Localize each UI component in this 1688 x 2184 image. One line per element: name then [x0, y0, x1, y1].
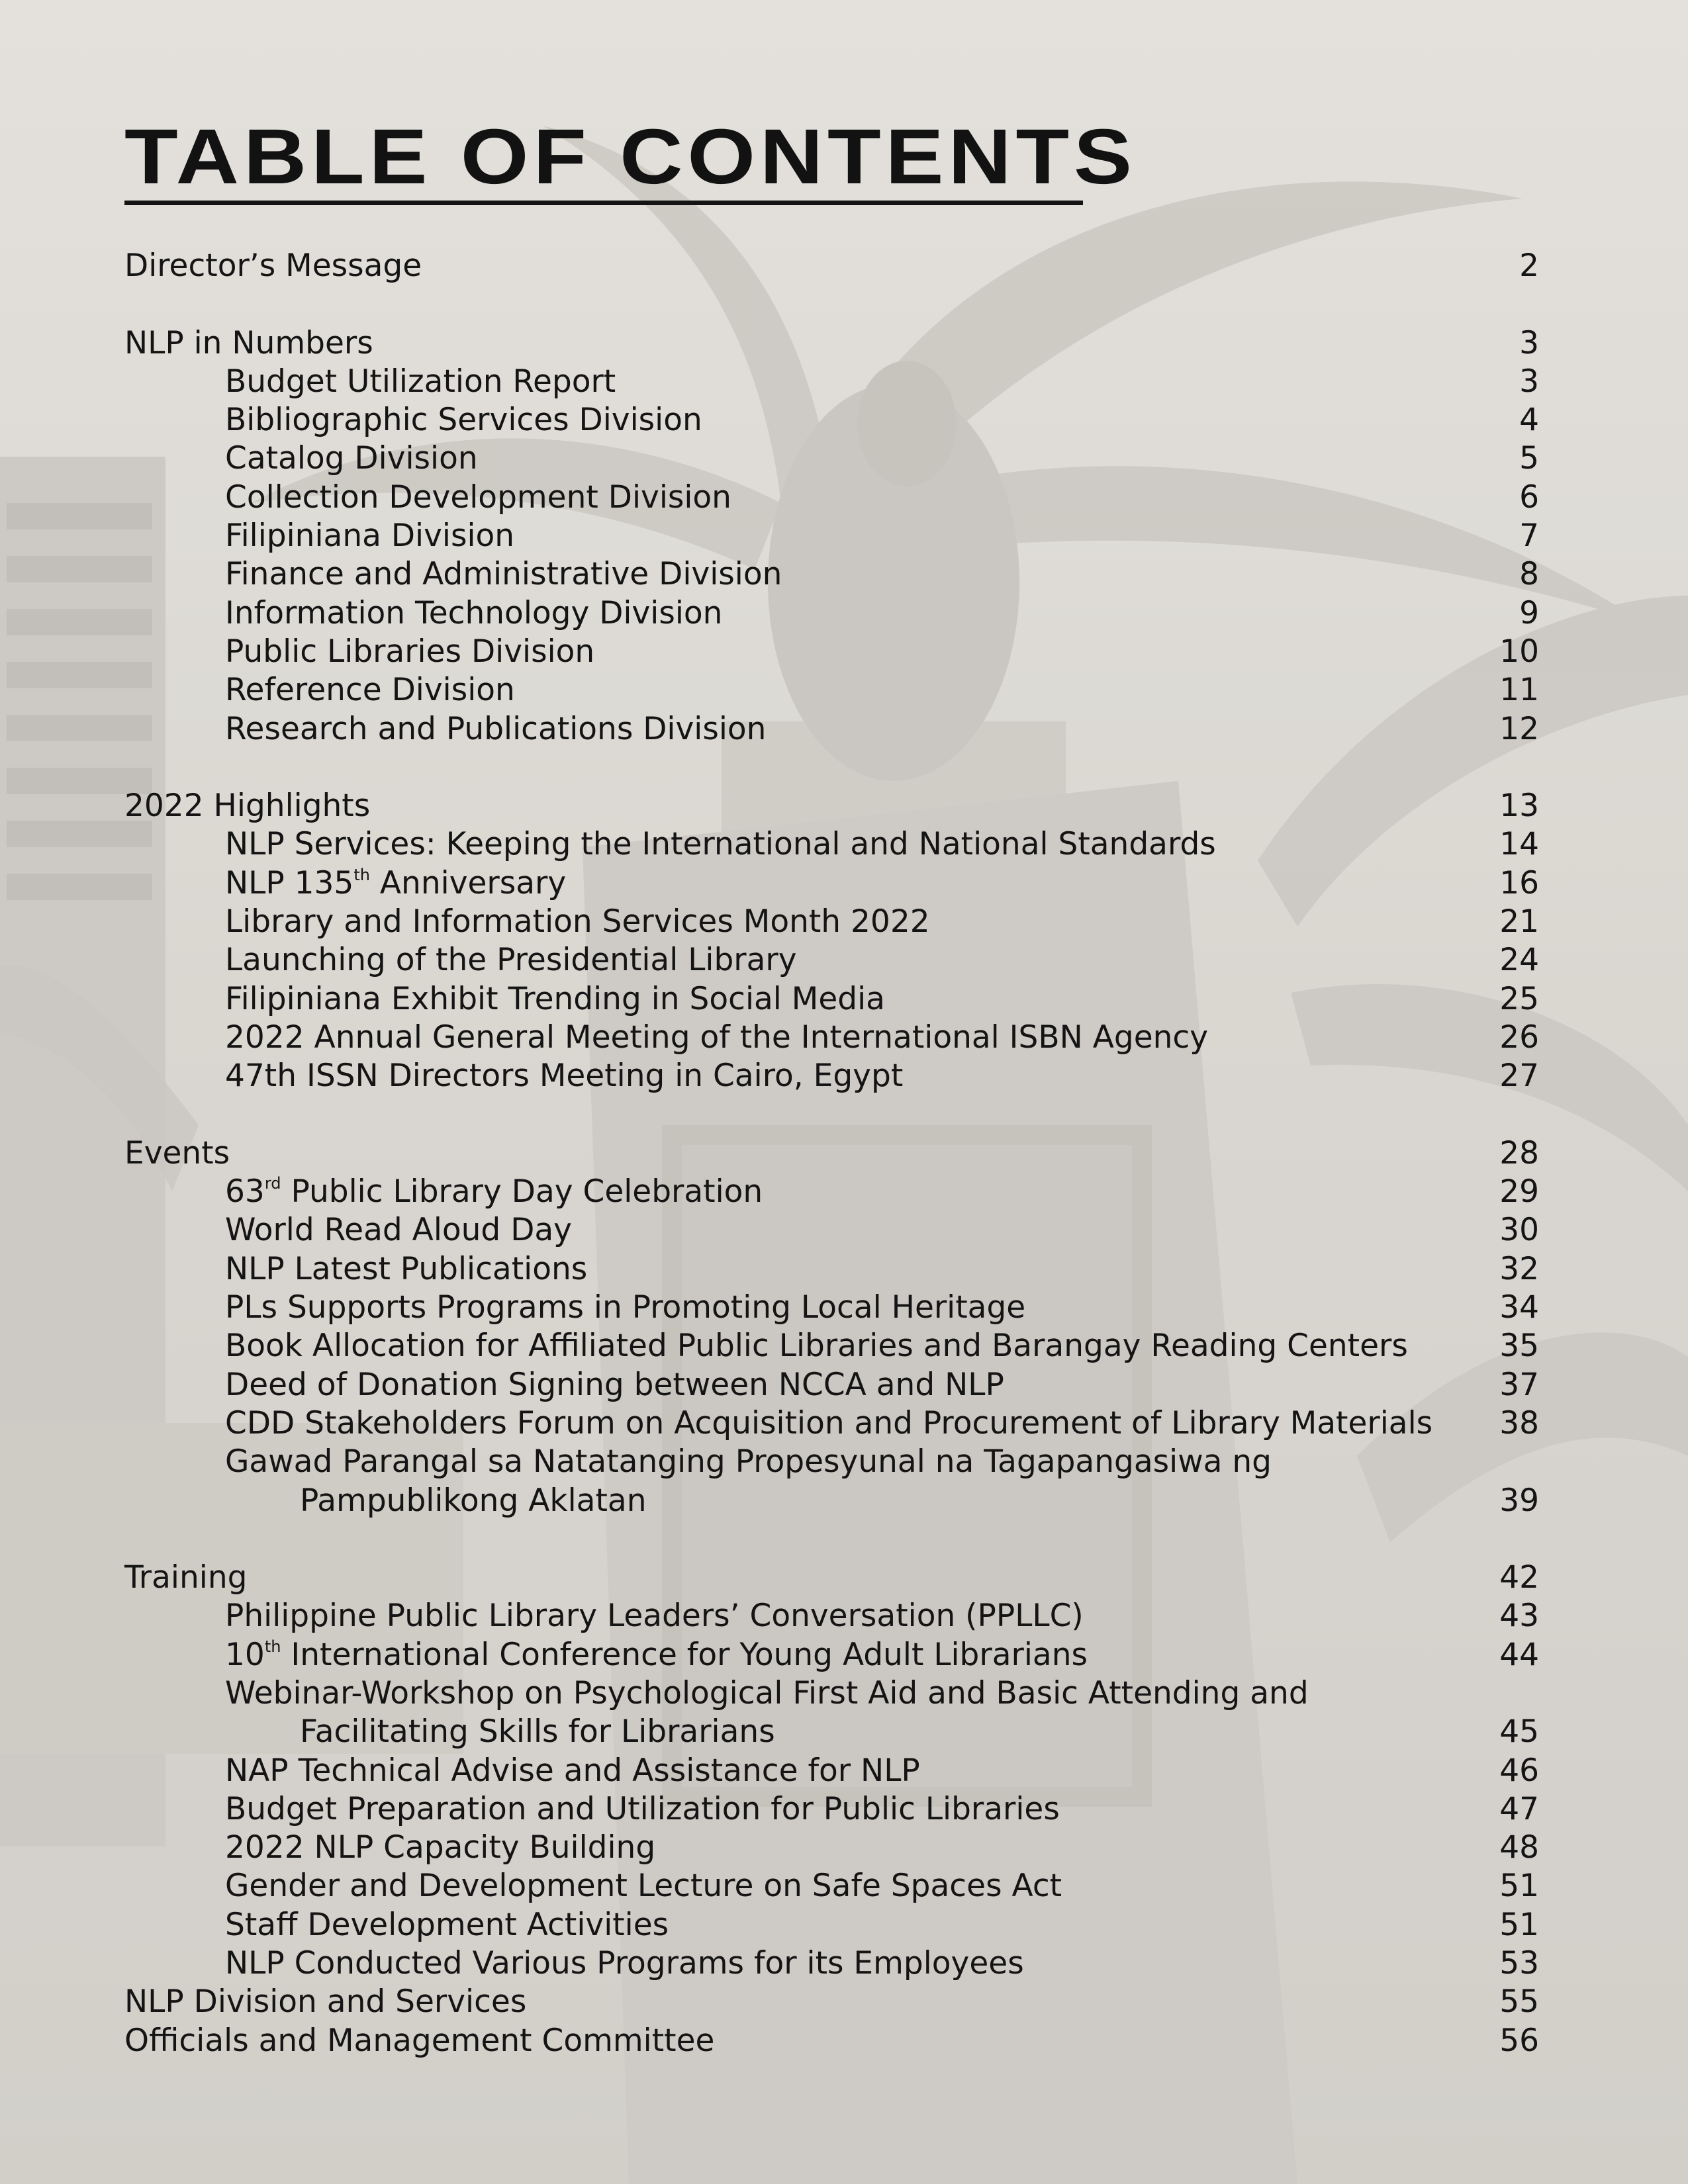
toc-entry[interactable]	[124, 1173, 1539, 1211]
toc-entry-text: Library and Information Services Month 2022	[225, 903, 930, 940]
page-number: 38	[1499, 1404, 1539, 1441]
page-number: 46	[1499, 1752, 1539, 1789]
section-spacer	[124, 749, 1539, 787]
toc-section[interactable]	[124, 1983, 1539, 2021]
toc-entry[interactable]	[124, 363, 1539, 401]
toc-entry-continuation-text: Facilitating Skills for Librarians	[300, 1713, 775, 1751]
toc-entry-label	[225, 710, 766, 749]
toc-entry-label	[225, 1674, 1309, 1713]
toc-entry-label	[124, 324, 373, 363]
toc-entry-text: Officials and Management Committee	[124, 2022, 715, 2059]
toc-entry[interactable]	[124, 671, 1539, 709]
page-number: 6	[1519, 478, 1539, 516]
toc-entry[interactable]	[124, 401, 1539, 439]
toc-section[interactable]	[124, 2022, 1539, 2060]
toc-entry-label	[225, 478, 731, 517]
toc-section[interactable]	[124, 1134, 1539, 1173]
toc-entry-label	[225, 1211, 572, 1250]
toc-entry-label	[225, 671, 515, 709]
toc-entry-text: NLP in Numbers	[124, 324, 373, 361]
toc-entry-text: 10	[225, 1636, 265, 1673]
toc-entry-label	[124, 787, 370, 825]
toc-entry-text: Bibliographic Services Division	[225, 402, 702, 439]
page-number: 24	[1499, 942, 1539, 979]
page-number: 5	[1519, 440, 1539, 477]
toc-entry-label	[124, 2022, 714, 2060]
page-number: 10	[1499, 633, 1539, 670]
toc-section[interactable]	[124, 1559, 1539, 1597]
toc-entry-label	[225, 864, 566, 903]
toc-entry-label	[225, 1752, 920, 1790]
toc-entry-label	[124, 1134, 230, 1173]
page-number: 56	[1499, 2022, 1539, 2059]
toc-entry-text: CDD Stakeholders Forum on Acquisition and Procurement of Library Materials	[225, 1404, 1433, 1441]
section-spacer	[124, 1520, 1539, 1559]
toc-entry-text: Book Allocation for Affiliated Public Libraries and Barangay Reading Centers	[225, 1328, 1408, 1365]
toc-entry[interactable]	[124, 517, 1539, 555]
toc-entry-label	[225, 1250, 587, 1289]
toc-entry-label	[225, 517, 514, 555]
toc-entry-text: PLs Supports Programs in Promoting Local Heritage	[225, 1289, 1026, 1326]
toc-entry-text: Information Technology Division	[225, 594, 723, 631]
toc-entry-label	[124, 1559, 247, 1597]
section-spacer	[124, 1096, 1539, 1134]
page-number: 16	[1499, 864, 1539, 901]
page-number: 51	[1499, 1868, 1539, 1905]
page-number: 9	[1519, 594, 1539, 631]
toc-entry-text: Research and Publications Division	[225, 710, 767, 747]
ordinal-suffix: th	[264, 1637, 281, 1656]
toc-entry-text: Philippine Public Library Leaders’ Conversation (PPLLC)	[225, 1598, 1084, 1635]
toc-entry-label	[225, 1366, 1004, 1404]
toc-entry[interactable]	[124, 594, 1539, 633]
toc-entry-label	[225, 1289, 1025, 1327]
toc-entry[interactable]	[124, 1906, 1539, 1944]
toc-entry[interactable]	[124, 941, 1539, 979]
toc-entry-label	[225, 555, 782, 594]
toc-entry-label	[225, 903, 930, 941]
toc-entry-text: NLP 135	[225, 864, 354, 901]
toc-entry-label	[225, 363, 616, 401]
title-underline	[124, 201, 1083, 205]
toc-list	[124, 247, 1539, 2060]
page-number: 37	[1499, 1366, 1539, 1403]
toc-entry[interactable]	[124, 1443, 1539, 1481]
toc-entry-label	[225, 1597, 1084, 1635]
toc-entry[interactable]	[124, 1327, 1539, 1365]
page-number: 39	[1499, 1482, 1539, 1519]
toc-entry-text: Staff Development Activities	[225, 1906, 669, 1943]
toc-entry-text-after: Anniversary	[369, 864, 567, 901]
toc-entry-text: 2022 Highlights	[124, 788, 371, 825]
toc-entry-text: NLP Division and Services	[124, 1983, 527, 2021]
page-number: 21	[1499, 903, 1539, 940]
page-number: 28	[1499, 1134, 1539, 1171]
toc-section[interactable]	[124, 324, 1539, 363]
toc-entry[interactable]	[124, 1829, 1539, 1867]
toc-entry-text: 2022 NLP Capacity Building	[225, 1829, 656, 1866]
toc-entry[interactable]	[124, 555, 1539, 594]
toc-entry-label	[225, 1944, 1024, 1983]
page-number: 47	[1499, 1790, 1539, 1827]
toc-entry-text: Training	[124, 1559, 248, 1596]
toc-entry-label	[225, 825, 1216, 864]
toc-entry[interactable]	[124, 1057, 1539, 1095]
toc-entry[interactable]	[124, 1752, 1539, 1790]
toc-entry[interactable]	[124, 1790, 1539, 1829]
toc-entry[interactable]	[124, 1944, 1539, 1983]
toc-entry-text: Budget Preparation and Utilization for Public Libraries	[225, 1790, 1060, 1827]
toc-entry[interactable]	[124, 1674, 1539, 1713]
toc-entry-text: Deed of Donation Signing between NCCA and NLP	[225, 1366, 1004, 1403]
toc-entry-text: Gender and Development Lecture on Safe Spaces Act	[225, 1868, 1062, 1905]
page-number: 25	[1499, 980, 1539, 1017]
toc-entry-continuation-text: Pampublikong Aklatan	[300, 1482, 647, 1519]
page-number: 51	[1499, 1906, 1539, 1943]
toc-entry-label	[225, 980, 885, 1019]
page-number: 35	[1499, 1328, 1539, 1365]
toc-entry[interactable]	[124, 1211, 1539, 1250]
page-number: 13	[1499, 788, 1539, 825]
toc-section[interactable]	[124, 787, 1539, 825]
toc-entry-label	[225, 439, 478, 478]
toc-entry[interactable]	[124, 633, 1539, 671]
page-number: 14	[1499, 826, 1539, 863]
toc-entry[interactable]	[124, 825, 1539, 864]
page-number: 2	[1519, 248, 1539, 284]
page-number: 42	[1499, 1559, 1539, 1596]
page-number: 26	[1499, 1019, 1539, 1056]
page-number: 7	[1519, 518, 1539, 555]
toc-entry-text: Director’s Message	[124, 248, 422, 284]
toc-entry-label	[225, 1906, 669, 1944]
page-number: 3	[1519, 324, 1539, 361]
page-number: 44	[1499, 1636, 1539, 1673]
toc-entry-text: Gawad Parangal sa Natatanging Propesyunal na Tagapangasiwa ng	[225, 1443, 1272, 1480]
page-number: 45	[1499, 1713, 1539, 1751]
section-spacer	[124, 285, 1539, 324]
toc-entry-text: Events	[124, 1134, 230, 1171]
toc-entry-text-after: International Conference for Young Adult Librarians	[281, 1636, 1088, 1673]
toc-entry-continuation[interactable]	[124, 1713, 1539, 1751]
toc-entry-label	[225, 1636, 1088, 1674]
toc-entry-label	[225, 1057, 903, 1095]
toc-entry-text: NLP Conducted Various Programs for its Employees	[225, 1945, 1024, 1982]
toc-entry[interactable]	[124, 1019, 1539, 1057]
page-number: 29	[1499, 1173, 1539, 1210]
page-number: 8	[1519, 556, 1539, 593]
toc-entry-text: Collection Development Division	[225, 478, 731, 516]
toc-entry-label	[225, 633, 594, 671]
toc-entry-text: NLP Latest Publications	[225, 1250, 588, 1287]
page-number: 27	[1499, 1058, 1539, 1095]
toc-entry[interactable]	[124, 1250, 1539, 1289]
toc-entry-text: Launching of the Presidential Library	[225, 942, 797, 979]
toc-entry-text: Webinar-Workshop on Psychological First Aid and Basic Attending and	[225, 1674, 1309, 1711]
ordinal-suffix: th	[353, 865, 370, 884]
toc-section[interactable]	[124, 247, 1539, 285]
toc-entry-label	[225, 1173, 763, 1211]
page-number: 48	[1499, 1829, 1539, 1866]
toc-entry-text: 47th ISSN Directors Meeting in Cairo, Egypt	[225, 1058, 904, 1095]
toc-entry[interactable]	[124, 1867, 1539, 1905]
toc-entry-text: NLP Services: Keeping the International and National Standards	[225, 826, 1216, 863]
toc-entry-text: 63	[225, 1173, 265, 1210]
toc-entry-text: World Read Aloud Day	[225, 1212, 572, 1249]
toc-entry-label	[225, 1404, 1432, 1443]
toc-entry-text-after: Public Library Day Celebration	[281, 1173, 763, 1210]
toc-entry-text: Public Libraries Division	[225, 633, 595, 670]
toc-entry-label	[225, 1019, 1208, 1057]
toc-entry[interactable]	[124, 1597, 1539, 1635]
page-number: 4	[1519, 402, 1539, 439]
toc-entry-label	[225, 1790, 1060, 1829]
page-number: 43	[1499, 1598, 1539, 1635]
toc-entry-label	[124, 247, 422, 285]
toc-entry-label	[225, 594, 722, 633]
toc-entry-label	[225, 1867, 1062, 1905]
page-title: TABLE OF CONTENTS	[124, 113, 1137, 201]
toc-entry[interactable]	[124, 980, 1539, 1019]
toc-entry-text: Reference Division	[225, 672, 515, 709]
toc-entry-text: Finance and Administrative Division	[225, 556, 782, 593]
toc-entry-continuation[interactable]	[124, 1482, 1539, 1520]
toc-entry-text: Filipiniana Division	[225, 518, 515, 555]
page-number: 32	[1499, 1250, 1539, 1287]
toc-entry-text: NAP Technical Advise and Assistance for NLP	[225, 1752, 920, 1789]
toc-entry-label	[225, 941, 797, 979]
toc-entry-text: Catalog Division	[225, 440, 478, 477]
page-number: 12	[1499, 710, 1539, 747]
toc-entry-text: Filipiniana Exhibit Trending in Social Media	[225, 980, 885, 1017]
ordinal-suffix: rd	[264, 1174, 281, 1193]
toc-entry-label	[225, 1443, 1272, 1481]
toc-entry-text: Budget Utilization Report	[225, 363, 616, 400]
toc-entry[interactable]	[124, 864, 1539, 903]
page-number: 3	[1519, 363, 1539, 400]
toc-entry[interactable]	[124, 439, 1539, 478]
toc-entry-label	[225, 1829, 655, 1867]
toc-entry-label	[225, 1327, 1408, 1365]
toc-entry[interactable]	[124, 478, 1539, 517]
toc-entry[interactable]	[124, 710, 1539, 749]
page-number: 30	[1499, 1212, 1539, 1249]
toc-entry[interactable]	[124, 903, 1539, 941]
page-number: 34	[1499, 1289, 1539, 1326]
toc-entry[interactable]	[124, 1636, 1539, 1674]
toc-entry-label	[225, 401, 702, 439]
toc-entry-label	[124, 1983, 526, 2021]
toc-entry-text: 2022 Annual General Meeting of the International ISBN Agency	[225, 1019, 1209, 1056]
page-number: 11	[1499, 672, 1539, 709]
toc-entry[interactable]	[124, 1404, 1539, 1443]
page-number: 53	[1499, 1945, 1539, 1982]
toc-entry[interactable]	[124, 1289, 1539, 1327]
page-number: 55	[1499, 1983, 1539, 2021]
toc-entry[interactable]	[124, 1366, 1539, 1404]
